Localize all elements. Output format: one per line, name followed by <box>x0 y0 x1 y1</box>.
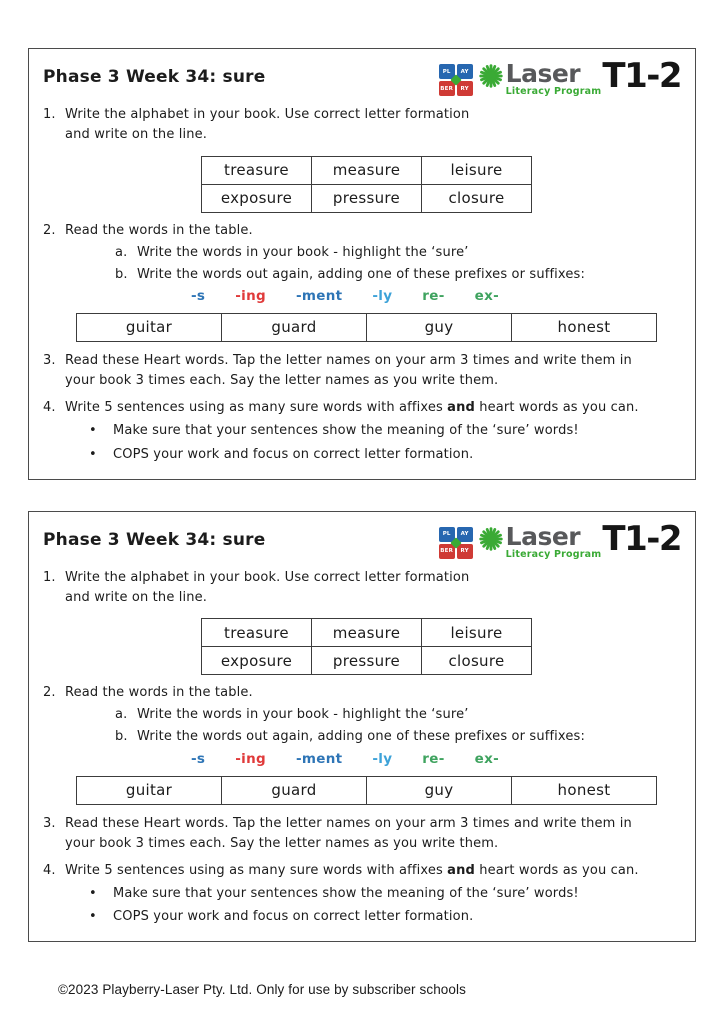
playberry-puzzle-icon <box>439 527 473 559</box>
brand-subtitle: Literacy Program <box>505 548 602 560</box>
bullet-item <box>79 907 681 927</box>
instruction-text <box>65 105 469 145</box>
instruction-2b <box>115 265 681 285</box>
instruction-number: 2. <box>43 222 56 238</box>
sub-label: b. <box>115 266 128 282</box>
affix: re- <box>422 287 445 304</box>
instruction-number: 1. <box>43 569 56 585</box>
instruction-1 <box>43 105 681 145</box>
affix-list <box>191 288 681 304</box>
page-title: Phase 3 Week 34: sure <box>43 529 266 550</box>
instruction-4-post: heart words as you can. <box>474 400 639 416</box>
puzzle-piece-ry: RY <box>457 81 473 96</box>
heart-words-table <box>76 776 657 805</box>
instruction-text <box>65 351 632 391</box>
table-cell: guitar <box>77 776 222 804</box>
table-row <box>77 776 657 804</box>
worksheet-panel <box>28 48 696 480</box>
laser-literacy-logo <box>439 56 681 98</box>
table-cell: guitar <box>77 313 222 341</box>
instruction-3-line1: Read these Heart words. Tap the letter names on your arm 3 times and write them in <box>65 352 632 368</box>
instruction-4 <box>43 398 681 418</box>
bullet-text: COPS your work and focus on correct letter formation. <box>113 909 474 925</box>
puzzle-piece-ry: RY <box>457 544 473 559</box>
table-row <box>202 156 532 184</box>
puzzle-piece-ber: BER <box>439 81 455 96</box>
instruction-4-pre: Write 5 sentences using as many sure words with affixes <box>65 400 448 416</box>
instruction-4-post: heart words as you can. <box>474 862 639 878</box>
affix: -ly <box>372 287 393 304</box>
affix-list <box>191 751 681 767</box>
page-title: Phase 3 Week 34: sure <box>43 67 266 87</box>
instruction-text <box>65 568 469 608</box>
instruction-number: 2. <box>43 685 56 701</box>
instruction-3 <box>43 351 681 391</box>
instruction-number: 3. <box>43 352 56 368</box>
bullet-item <box>79 421 681 441</box>
table-cell: honest <box>512 313 657 341</box>
affix: -ly <box>372 750 393 767</box>
table-cell: measure <box>312 619 422 647</box>
instruction-1-line1: Write the alphabet in your book. Use correct letter formation <box>65 569 470 585</box>
brand-subtitle: Literacy Program <box>505 86 602 98</box>
instruction-4-bold: and <box>447 862 475 878</box>
table-row <box>202 619 532 647</box>
sub-label: a. <box>115 707 128 723</box>
affix: ex- <box>474 287 499 304</box>
brand-name: Laser <box>505 59 581 88</box>
bullet-icon: • <box>89 423 97 439</box>
heart-words-table <box>76 313 657 342</box>
sub-label: b. <box>115 729 128 745</box>
sub-text: Write the words out again, adding one of these prefixes or suffixes: <box>137 729 585 745</box>
sub-text: Write the words out again, adding one of these prefixes or suffixes: <box>137 266 585 282</box>
bullet-text: Make sure that your sentences show the meaning of the ‘sure’ words! <box>113 886 579 902</box>
puzzle-piece-ay: AY <box>457 527 473 542</box>
sure-words-table <box>201 618 532 675</box>
instruction-text <box>65 861 639 881</box>
table-cell: guy <box>367 776 512 804</box>
instruction-1-line2: and write on the line. <box>65 127 208 143</box>
sub-label: a. <box>115 244 128 260</box>
bullet-item <box>79 884 681 904</box>
affix: ex- <box>474 750 499 767</box>
affix: -ment <box>295 750 343 767</box>
instruction-3-line2: your book 3 times each. Say the letter names as you write them. <box>65 373 499 389</box>
starburst-icon <box>478 63 504 89</box>
table-row <box>77 313 657 341</box>
table-cell: treasure <box>202 619 312 647</box>
panel-header <box>43 518 681 560</box>
affix: -ing <box>235 287 266 304</box>
instruction-3-line2: your book 3 times each. Say the letter names as you write them. <box>65 835 499 851</box>
copyright-footer: ©2023 Playberry-Laser Pty. Ltd. Only for use by subscriber schools <box>58 982 466 998</box>
instruction-4-pre: Write 5 sentences using as many sure words with affixes <box>65 862 448 878</box>
puzzle-piece-pl: PL <box>439 527 455 542</box>
instruction-number: 1. <box>43 107 56 123</box>
brand-text <box>505 59 602 98</box>
sub-text: Write the words in your book - highlight the ‘sure’ <box>137 244 469 260</box>
table-cell: leisure <box>422 619 532 647</box>
instruction-text: Read the words in the table. <box>65 222 253 238</box>
table-cell: honest <box>512 776 657 804</box>
instruction-2 <box>43 221 681 241</box>
instruction-number: 4. <box>43 862 56 878</box>
table-cell: treasure <box>202 156 312 184</box>
table-cell: guard <box>222 313 367 341</box>
sure-words-table <box>201 156 532 213</box>
brand-name: Laser <box>505 521 581 551</box>
puzzle-piece-pl: PL <box>439 64 455 79</box>
bullet-icon: • <box>89 909 97 925</box>
table-row <box>202 647 532 675</box>
instruction-number: 3. <box>43 815 56 831</box>
table-cell: pressure <box>312 184 422 212</box>
instruction-1 <box>43 568 681 608</box>
instruction-3-line1: Read these Heart words. Tap the letter names on your arm 3 times and write them in <box>65 815 632 831</box>
affix: -ing <box>235 750 266 767</box>
table-cell: measure <box>312 156 422 184</box>
sub-text: Write the words in your book - highlight the ‘sure’ <box>137 707 469 723</box>
affix: -ment <box>295 287 343 304</box>
table-cell: exposure <box>202 184 312 212</box>
bullet-text: Make sure that your sentences show the meaning of the ‘sure’ words! <box>113 423 579 439</box>
puzzle-piece-ay: AY <box>457 64 473 79</box>
instruction-2b <box>115 727 681 747</box>
instruction-2a <box>115 243 681 263</box>
instruction-4-bold: and <box>447 400 475 416</box>
bullet-icon: • <box>89 886 97 902</box>
panel-header <box>43 56 681 98</box>
table-cell: exposure <box>202 647 312 675</box>
instruction-text <box>65 814 632 854</box>
table-cell: guard <box>222 776 367 804</box>
table-cell: leisure <box>422 156 532 184</box>
instruction-1-line2: and write on the line. <box>65 590 208 606</box>
worksheet-panel <box>28 511 696 943</box>
brand-tag: T1-2 <box>602 518 681 559</box>
laser-literacy-logo <box>439 518 681 560</box>
instruction-text: Read the words in the table. <box>65 685 253 701</box>
instruction-2a <box>115 705 681 725</box>
instruction-2 <box>43 683 681 703</box>
playberry-puzzle-icon <box>439 64 473 96</box>
instruction-text <box>65 398 639 418</box>
bullet-text: COPS your work and focus on correct letter formation. <box>113 446 474 462</box>
brand-tag: T1-2 <box>602 56 681 96</box>
table-cell: pressure <box>312 647 422 675</box>
table-cell: guy <box>367 313 512 341</box>
affix: -s <box>191 750 206 767</box>
affix: re- <box>422 750 445 767</box>
affix: -s <box>191 287 206 304</box>
table-cell: closure <box>422 647 532 675</box>
brand-text <box>505 521 602 560</box>
table-row <box>202 184 532 212</box>
table-cell: closure <box>422 184 532 212</box>
starburst-icon <box>478 526 504 552</box>
instruction-number: 4. <box>43 400 56 416</box>
bullet-icon: • <box>89 446 97 462</box>
instruction-4 <box>43 861 681 881</box>
instruction-3 <box>43 814 681 854</box>
bullet-item <box>79 445 681 465</box>
puzzle-piece-ber: BER <box>439 544 455 559</box>
instruction-1-line1: Write the alphabet in your book. Use correct letter formation <box>65 107 470 123</box>
